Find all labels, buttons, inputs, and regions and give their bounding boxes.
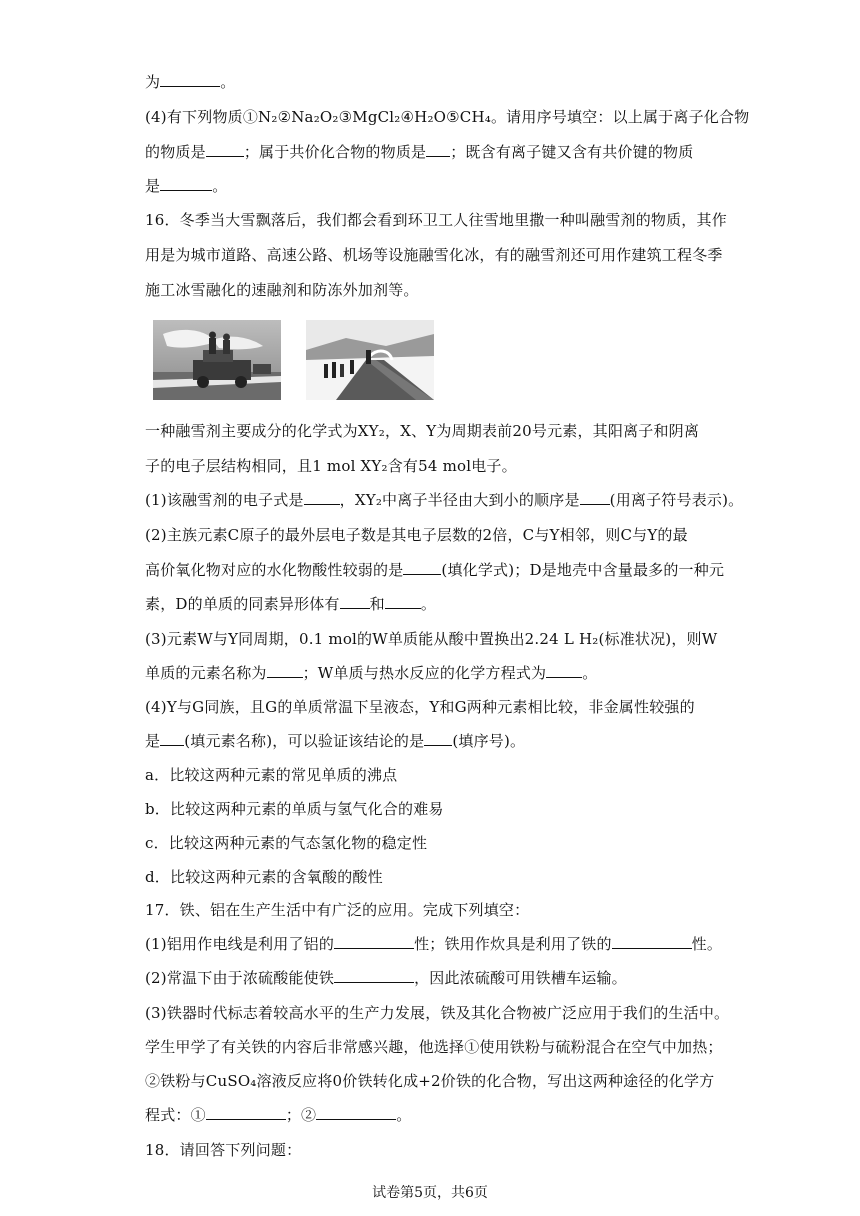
text: 学生甲学了有关铁的内容后非常感兴趣，他选择①使用铁粉与硫粉混合在空气中加热； [145,1038,723,1056]
text: 程式：① [145,1106,206,1124]
text: 用是为城市道路、高速公路、机场等设施融雪化冰，有的融雪剂还可用作建筑工程冬季 [145,246,723,264]
q15-4-line1 [145,107,749,127]
answer-blank[interactable] [304,490,340,505]
snow-truck-photo [153,320,281,400]
q16-1-line [145,490,743,510]
text: 施工冰雪融化的速融剂和防冻外加剂等。 [145,281,419,299]
q15-4-line2 [145,142,693,162]
text: 是 [145,177,161,195]
text: 。 [420,595,437,613]
q17-1-line [145,934,722,954]
answer-blank[interactable] [160,731,184,746]
q17-3-line2 [145,1037,723,1057]
text: 性；铁用作炊具是利用了铁的 [414,935,612,953]
text: 性。 [691,935,723,953]
answer-blank[interactable] [267,663,303,678]
q17-2-line [145,968,627,988]
answer-blank[interactable] [426,142,450,157]
q16-2-line2 [145,560,724,580]
answer-blank[interactable] [546,663,582,678]
answer-blank[interactable] [206,1105,286,1120]
text: 。 [220,73,236,91]
text: 子的电子层结构相同，且1 mol XY₂含有54 mol电子。 [145,457,517,475]
text: 素，D的单质的同素异形体有 [145,595,340,613]
q17-3-line3 [145,1071,714,1091]
text: 18．请回答下列问题： [145,1141,302,1159]
q16-3-line2 [145,663,597,683]
text: 16．冬季当大雪飘落后，我们都会看到环卫工人往雪地里撒一种叫融雪剂的物质，其作 [145,211,727,229]
answer-blank[interactable] [385,594,421,609]
text: (1)该融雪剂的电子式是 [145,491,304,509]
q16-intro-1 [145,421,699,441]
text: 单质的元素名称为 [145,664,267,682]
option-b[interactable] [145,799,444,819]
answer-blank[interactable] [403,560,441,575]
text: ；属于共价化合物的物质是 [243,143,427,161]
text: 。 [582,664,598,682]
option-a[interactable] [145,765,397,785]
text: (1)铝用作电线是利用了铝的 [145,935,335,953]
text: (4)有下列物质①N₂②Na₂O₂③MgCl₂④H₂O⑤CH₄。请用序号填空：以上属于离子化合物 [145,108,750,126]
q15-tail-line [145,72,235,92]
text: ；W单质与热水反应的化学方程式为 [302,664,547,682]
text: b．比较这两种元素的单质与氢气化合的难易 [145,800,444,818]
text: (4)Y与G同族，且G的单质常温下呈液态，Y和G两种元素相比较，非金属性较强的 [145,698,695,716]
q16-passage-2 [145,245,723,265]
text: c．比较这两种元素的气态氢化物的稳定性 [145,834,428,852]
text: (3)铁器时代标志着较高水平的生产力发展，铁及其化合物被广泛应用于我们的生活中。 [145,1004,730,1022]
q15-4-line3 [145,176,227,196]
answer-blank[interactable] [340,594,370,609]
q16-intro-2 [145,456,517,476]
q16-2-line3 [145,594,436,614]
text: (3)元素W与Y同周期，0.1 mol的W单质能从酸中置换出2.24 L H₂(标准状况)，则W [145,630,718,648]
text: (填化学式)；D是地壳中含量最多的一种元 [441,561,725,579]
text: ；② [285,1106,317,1124]
answer-blank[interactable] [334,968,414,983]
text: (2)主族元素C原子的最外层电子数是其电子层数的2倍，C与Y相邻，则C与Y的最 [145,526,688,544]
text: 高价氧化物对应的水化物酸性较弱的是 [145,561,404,579]
text: 。 [396,1106,412,1124]
q16-4-line1 [145,697,695,717]
text: 。 [212,177,228,195]
text: (填元素名称)，可以验证该结论的是 [184,732,425,750]
answer-blank[interactable] [334,934,414,949]
q18-title [145,1140,301,1160]
text: a．比较这两种元素的常见单质的沸点 [145,766,398,784]
text: 17．铁、铝在生产生活中有广泛的应用。完成下列填空： [145,901,530,919]
text: 是 [145,732,161,750]
text: ，XY₂中离子半径由大到小的顺序是 [339,491,580,509]
answer-blank[interactable] [160,72,220,87]
answer-blank[interactable] [316,1105,396,1120]
answer-blank[interactable] [160,176,212,191]
text: 的物质是 [145,143,206,161]
answer-blank[interactable] [580,490,610,505]
q16-4-line2 [145,731,525,751]
answer-blank[interactable] [206,142,244,157]
answer-blank[interactable] [612,934,692,949]
text: 和 [369,595,385,613]
q17-title [145,900,529,920]
q16-passage-3 [145,280,419,300]
text: (2)常温下由于浓硫酸能使铁 [145,969,335,987]
answer-blank[interactable] [424,731,452,746]
q16-3-line1 [145,629,717,649]
text: 为 [145,73,161,91]
text: (用离子符号表示)。 [609,491,744,509]
text: ，因此浓硫酸可用铁槽车运输。 [414,969,627,987]
q17-3-line1 [145,1003,729,1023]
option-d[interactable] [145,867,383,887]
option-c[interactable] [145,833,427,853]
q16-2-line1 [145,525,688,545]
snowy-road-photo [306,320,434,400]
text: ；既含有离子键又含有共价键的物质 [450,143,694,161]
text: (填序号)。 [452,732,526,750]
q17-3-line4 [145,1105,411,1125]
q16-passage-1 [145,210,727,230]
text: 一种融雪剂主要成分的化学式为XY₂，X、Y为周期表前20号元素，其阳离子和阴离 [145,422,700,440]
text: d．比较这两种元素的含氧酸的酸性 [145,868,383,886]
page-footer: 试卷第5页，共6页 [372,1185,488,1201]
text: ②铁粉与CuSO₄溶液反应将0价铁转化成+2价铁的化合物，写出这两种途径的化学方 [145,1072,715,1090]
